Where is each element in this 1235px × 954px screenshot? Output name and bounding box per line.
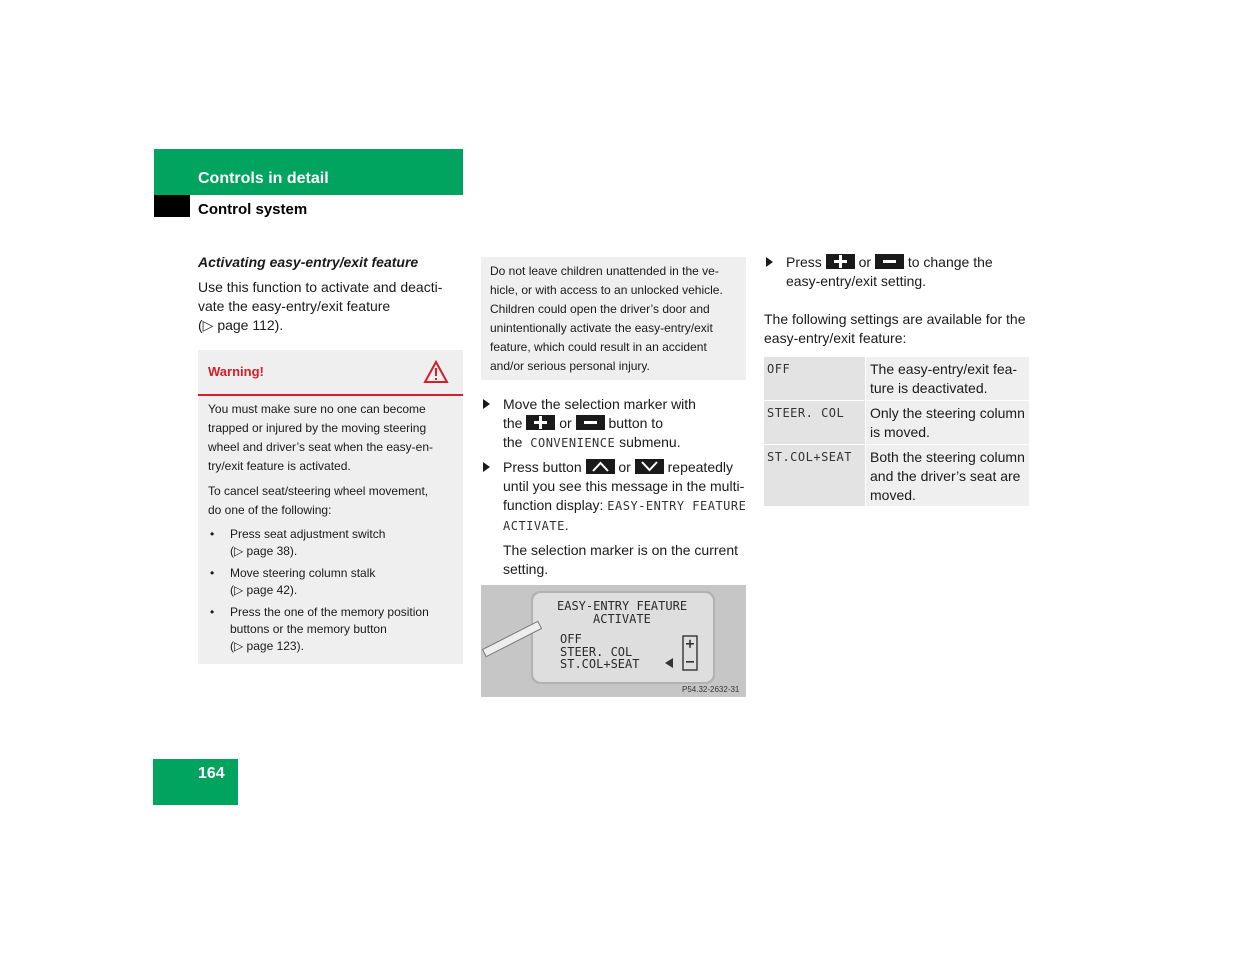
- setting-description: Only the steering column is moved.: [865, 401, 1029, 444]
- intro-line: vate the easy-entry/exit feature: [198, 298, 391, 314]
- list-item: • Press seat adjustment switch (▷ page 38).: [208, 526, 453, 560]
- page-number-box: [153, 759, 238, 805]
- intro-line: Use this function to activate and deacti-: [198, 279, 443, 295]
- result-note: The selection marker is on the current setting.: [503, 542, 738, 577]
- table-row: [764, 445, 1029, 506]
- page-number: 164: [198, 765, 225, 782]
- section-title: Controls in detail: [198, 170, 329, 187]
- header-tab-marker: [154, 195, 190, 217]
- settings-table: [764, 357, 1029, 506]
- table-row: [764, 401, 1029, 445]
- arrow-down-button-icon: [635, 459, 664, 474]
- warning-triangle-icon: [423, 360, 449, 384]
- submenu-name: CONVENIENCE: [530, 436, 616, 450]
- page-reference[interactable]: (▷ page 123).: [230, 639, 304, 653]
- display-option: STEER. COL: [560, 645, 633, 659]
- warning-body: [208, 400, 453, 660]
- display-message: ACTIVATE: [503, 519, 565, 533]
- display-option: ST.COL+SEAT: [560, 657, 640, 671]
- setting-description: The easy-entry/exit fea- ture is deactivated.: [865, 357, 1029, 400]
- warning-paragraph: To cancel seat/steering wheel movement, do one of the following:: [208, 484, 429, 517]
- page-reference[interactable]: (▷ page 38).: [230, 544, 298, 558]
- table-row: [764, 357, 1029, 401]
- subsection-title: Control system: [198, 201, 308, 218]
- display-line: ACTIVATE: [593, 612, 651, 626]
- list-item: • Press the one of the memory position buttons or the memory button (▷ page 123).: [208, 604, 453, 655]
- setting-key: OFF: [767, 362, 791, 376]
- warning-header: [198, 350, 463, 396]
- step-arrow-icon: [766, 257, 773, 267]
- intro-paragraph: [198, 278, 463, 335]
- figure-reference: P54.32-2632-31: [682, 685, 740, 694]
- child-safety-warning: Do not leave children unattended in the ve- hicle, or with access to an unlocked vehicle. Children could open the driver’s door and unintentionally activate the easy-entry/exit feature, which could result in an accident and/or serious personal injury.: [481, 257, 746, 380]
- setting-description: Both the steering column and the driver’s seat are moved.: [865, 445, 1029, 506]
- instruction-step: Move the selection marker with the or button to the CONVENIENCE submenu.: [503, 395, 748, 453]
- setting-key: ST.COL+SEAT: [767, 450, 852, 464]
- warning-paragraph: You must make sure no one can become trapped or injured by the moving steering wheel and driver’s seat when the easy-en- try/exit feature is activated.: [208, 402, 434, 473]
- page-reference[interactable]: (▷ page 42).: [230, 583, 298, 597]
- warning-label: Warning!: [208, 364, 264, 379]
- display-line: EASY-ENTRY FEATURE: [557, 599, 688, 613]
- setting-key: STEER. COL: [767, 406, 845, 420]
- warning-box: [198, 350, 463, 664]
- display-message: EASY-ENTRY FEATURE: [607, 499, 747, 513]
- instruction-step: Press button or repeatedly until you see this message in the multi- function display: EASY-ENTRY FEATURE ACTIVATE.: [503, 458, 751, 536]
- step-arrow-icon: [483, 462, 490, 472]
- topic-heading: Activating easy-entry/exit feature: [198, 254, 419, 270]
- instruction-step: Press or to change the easy-entry/exit setting.: [786, 253, 1031, 291]
- step-arrow-icon: [483, 399, 490, 409]
- minus-button-icon: [576, 415, 605, 430]
- list-item: • Move steering column stalk (▷ page 42).: [208, 565, 453, 599]
- cancel-options-list: [208, 526, 453, 655]
- display-option: OFF: [560, 632, 582, 646]
- minus-button-icon: [875, 254, 904, 269]
- multifunction-display-illustration: [481, 585, 746, 697]
- arrow-up-button-icon: [586, 459, 615, 474]
- plus-button-icon: [526, 415, 555, 430]
- page-reference[interactable]: (▷ page 112).: [198, 317, 284, 333]
- plus-button-icon: [826, 254, 855, 269]
- settings-intro: The following settings are available for the easy-entry/exit feature:: [764, 311, 1026, 346]
